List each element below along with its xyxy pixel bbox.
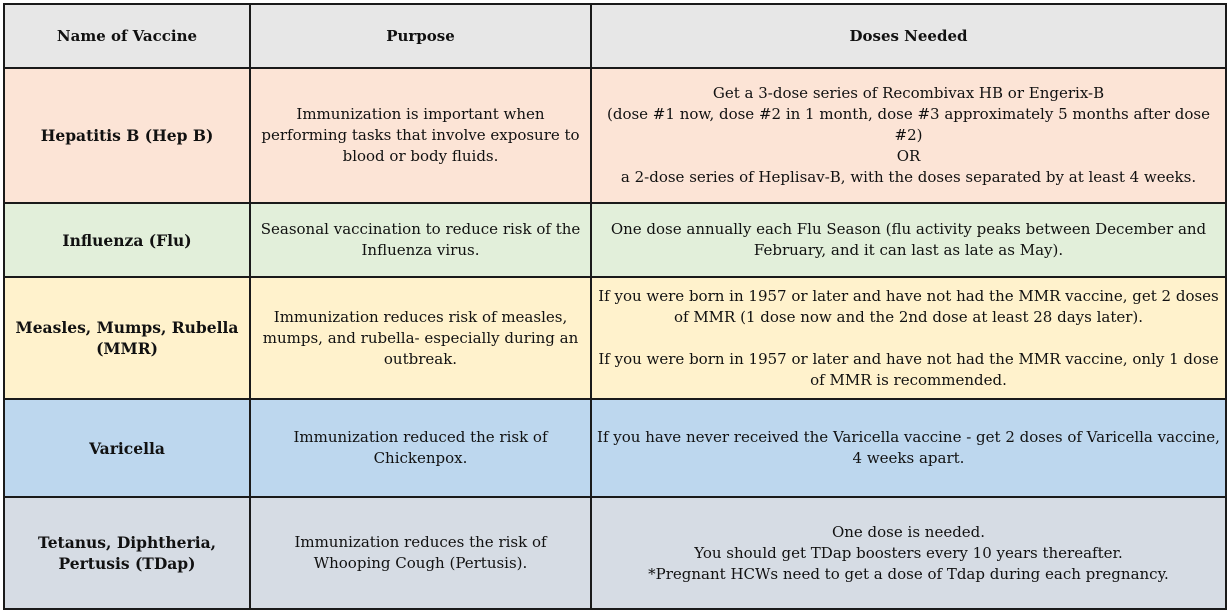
doses-line: One dose annually each Flu Season (flu activity peaks between December and February, and it can last as late as May). — [610, 220, 1207, 259]
vaccine-purpose: Immunization reduces risk of measles, mumps, and rubella- especially during an outbreak. — [250, 277, 591, 399]
table-row-tdap — [4, 497, 1226, 609]
doses-line: OR — [896, 147, 921, 165]
vaccine-purpose: Seasonal vaccination to reduce risk of the Influenza virus. — [250, 203, 591, 277]
doses-line: One dose is needed. — [831, 522, 986, 541]
vaccine-doses — [591, 203, 1226, 277]
vaccine-doses — [591, 497, 1226, 609]
doses-line: Get a 3-dose series of Recombivax HB or Engerix-B — [712, 84, 1105, 102]
vaccine-name: Tetanus, Diphtheria, Pertusis (TDap) — [4, 497, 250, 609]
doses-line: You should get TDap boosters every 10 years thereafter. — [694, 543, 1123, 562]
vaccine-purpose: Immunization reduces the risk of Whooping Cough (Pertusis). — [250, 497, 591, 609]
vaccine-purpose: Immunization is important when performing tasks that involve exposure to blood or body fluids. — [250, 68, 591, 203]
table-row-mmr — [4, 277, 1226, 399]
vaccine-name: Influenza (Flu) — [4, 203, 250, 277]
doses-line: *Pregnant HCWs need to get a dose of Tdap during each pregnancy. — [648, 564, 1169, 583]
table-row-hepatitis-b — [4, 68, 1226, 203]
doses-line: (dose #1 now, dose #2 in 1 month, dose #3 approximately 5 months after dose #2) — [606, 105, 1211, 144]
paragraph-gap — [596, 328, 1221, 349]
header-purpose: Purpose — [250, 4, 591, 68]
vaccine-name: Varicella — [4, 399, 250, 497]
vaccine-purpose: Immunization reduced the risk of Chickenpox. — [250, 399, 591, 497]
vaccine-name: Measles, Mumps, Rubella (MMR) — [4, 277, 250, 399]
header-name-of-vaccine: Name of Vaccine — [4, 4, 250, 68]
doses-line: a 2-dose series of Heplisav-B, with the doses separated by at least 4 weeks. — [620, 168, 1197, 186]
doses-line: If you were born in 1957 or later and have not had the MMR vaccine, only 1 dose of MMR is recommended. — [598, 349, 1219, 389]
table-row-varicella — [4, 399, 1226, 497]
doses-line: If you have never received the Varicella vaccine - get 2 doses of Varicella vaccine, 4 weeks apart. — [597, 428, 1220, 467]
vaccine-doses — [591, 68, 1226, 203]
vaccine-table — [3, 3, 1227, 610]
doses-line: If you were born in 1957 or later and have not had the MMR vaccine, get 2 doses of MMR (1 dose now and the 2nd dose at least 28 days later). — [598, 286, 1219, 326]
header-row — [4, 4, 1226, 68]
vaccine-doses — [591, 277, 1226, 399]
vaccine-doses — [591, 399, 1226, 497]
table-row-influenza — [4, 203, 1226, 277]
header-doses-needed: Doses Needed — [591, 4, 1226, 68]
vaccine-name: Hepatitis B (Hep B) — [4, 68, 250, 203]
